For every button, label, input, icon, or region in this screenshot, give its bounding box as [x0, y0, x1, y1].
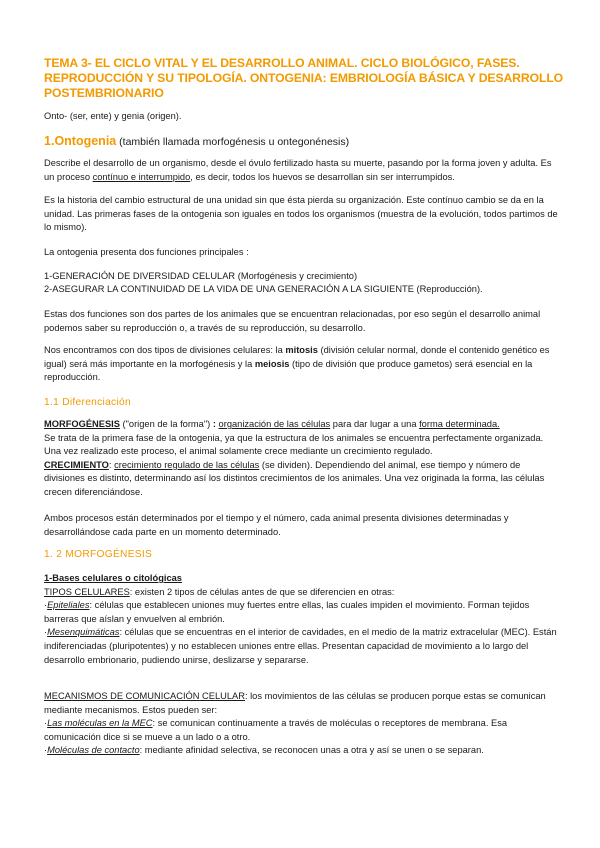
label-moleculas-contacto: Moléculas de contacto: [47, 745, 140, 756]
bases-heading: 1-Bases celulares o citológicas: [44, 573, 182, 583]
paragraph-bases-celulares: [44, 572, 562, 667]
subsection-heading-diferenciacion: 1.1 Diferenciación: [44, 397, 131, 408]
paragraph-history: Es la historia del cambio estructural de una unidad sin que ésta pierda su organización. Este contínuo cambio se da en la unidad. Las primeras fases de la ontogenia son iguales en todos los organismos (muestra de la evolución, todos partimos de lo mismo).: [44, 195, 558, 233]
text-run: : se comunican continuamente a través de moléculas o receptores de membrana. Esa comunicación dice si se mueve a un lado o a otro.: [44, 718, 508, 742]
text-run: : existen 2 tipos de células antes de que se diferencien en otras:: [129, 586, 395, 597]
section-heading-ontogenia: [44, 134, 349, 149]
text-run: : mediante afinidad selectiva, se reconocen unas a otra y así se unen o se separan.: [139, 745, 484, 756]
text-run: : células que establecen uniones muy fuertes entre ellas, las cuales impiden el movimiento. Forman tejidos barreras que aíslan y envuelven al embrión.: [44, 600, 530, 624]
paragraph-divisions: [44, 344, 562, 385]
paragraph-functions-intro: La ontogenia presenta dos funciones principales :: [44, 247, 249, 257]
underlined-term: forma determinada.: [419, 419, 500, 429]
section-subtitle: (también llamada morfogénesis u ontegonénesis): [116, 136, 350, 148]
text-run: (se dividen).: [259, 459, 316, 470]
text-run: Se trata de la primera fase de la ontogenia, ya que la estructura de los animales se encuentra perfectamente organizada. Una vez realizado este proceso, el animal solamente crece mediante un crecimiento regulado.: [44, 432, 544, 457]
text-run: Dependiendo del animal, ese tiempo y número de divisiones es distinto, determinando así los distintos crecimientos de los animales. Una vez originada la forma, las células crecen diferenciándose.: [44, 459, 545, 497]
bold-term-meiosis: meiosis: [254, 358, 290, 369]
text-run: :: [212, 419, 216, 429]
bold-term-mitosis: mitosis: [285, 345, 318, 355]
label-epiteliales: Epiteliales: [47, 600, 90, 611]
document-title: TEMA 3- EL CICLO VITAL Y EL DESARROLLO ANIMAL. CICLO BIOLÓGICO, FASES. REPRODUCCIÓN Y SU TIPOLOGÍA. ONTOGENIA: EMBRIOLOGÍA BÁSICA Y DESARROLLO POSTEMBRIONARIO: [44, 56, 564, 100]
bullet: ·: [44, 600, 48, 611]
section-title: Ontogenia: [54, 134, 117, 148]
bold-term-crecimiento: CRECIMIENTO: [44, 459, 109, 470]
paragraph-mecanismos: [44, 690, 562, 758]
label-moleculas-mec: Las moléculas en la MEC: [47, 718, 153, 729]
label-mecanismos: MECANISMOS DE COMUNICACIÓN CELULAR: [44, 691, 245, 701]
text-run: :: [108, 459, 115, 470]
underlined-term: organización de las células: [218, 419, 331, 429]
paragraph-description: [44, 157, 562, 184]
function-item-2: 2-ASEGURAR LA CONTINUIDAD DE LA VIDA DE UNA GENERACIÓN A LA SIGUIENTE (Reproducción).: [44, 284, 483, 294]
label-mesenquimaticas: Mesenquimáticas: [47, 627, 120, 638]
function-item-1: 1-GENERACIÓN DE DIVERSIDAD CELULAR (Morfogénesis y crecimiento): [44, 271, 358, 281]
subsection-heading-morfogenesis: 1. 2 MORFOGÉNESIS: [44, 549, 153, 560]
text-run: Describe el desarrollo de un organismo, desde el óvulo fertilizado hasta su muerte, pasando por la forma joven y adulta. Es un proceso: [44, 158, 552, 182]
bullet: ·: [44, 718, 48, 729]
text-run: : los movimientos de las células se producen porque estas se comunican mediante mecanismos. Estos pueden ser:: [44, 691, 546, 715]
bullet: ·: [44, 627, 48, 638]
text-run: , es decir, todos los huevos se desarrollan sin ser interrumpidos.: [190, 171, 455, 182]
underlined-term: contínuo e interrumpido: [92, 171, 191, 182]
text-run: : células que se encuentras en el interior de cavidades, en el medio de la matriz extracelular (MEC). Están indiferenciadas (pluripotentes) y no establecen uniones entre ellas. Presentan capacidad de movimiento a lo largo del desarrollo embrionario, pudiendo unirse, deslizarse y separarse.: [44, 627, 557, 665]
bold-term-morfogenesis: MORFOGÉNESIS: [44, 419, 120, 429]
label-tipos-celulares: TIPOS CELULARES: [44, 586, 130, 597]
bullet: ·: [44, 745, 48, 756]
text-run: (división celular normal, donde el contenido genético es igual) será más importante en la morfogénesis y la: [44, 345, 550, 369]
section-number: 1.: [44, 134, 55, 148]
text-run: ("origen de la forma"): [119, 419, 213, 429]
etymology-line: Onto- (ser, ente) y genia (origen).: [44, 111, 182, 121]
underlined-term: crecimiento regulado de las células: [114, 459, 260, 470]
text-run: para dar lugar a una: [330, 419, 420, 429]
text-run: (tipo de división que produce gametos) será esencial en la reproducción.: [44, 358, 533, 383]
paragraph-morfogenesis: [44, 418, 562, 500]
paragraph-relation: Estas dos funciones son dos partes de los animales que se encuentran relacionadas, por eso según el desarrollo animal podemos saber su reproducción o, a través de su reproducción, su desarrollo.: [44, 309, 541, 333]
paragraph-processes: Ambos procesos están determinados por el tiempo y el número, cada animal presenta divisiones determinadas y desarrollándose cada parte en un momento determinado.: [44, 513, 509, 537]
text-run: Nos encontramos con dos tipos de divisiones celulares: la: [44, 345, 286, 355]
